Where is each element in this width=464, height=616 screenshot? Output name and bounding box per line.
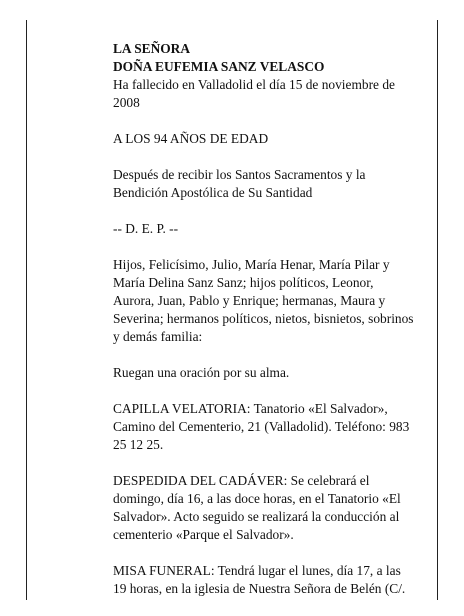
text-line: Aurora, Juan, Pablo y Enrique; hermanas, Maura y — [113, 293, 386, 308]
text-line: Ruegan una oración por su alma. — [113, 365, 290, 380]
text-line: María Delina Sanz Sanz; hijos políticos, Leonor, — [113, 275, 374, 290]
text-line: CAPILLA VELATORIA: Tanatorio «El Salvador», — [113, 401, 388, 416]
header-title: LA SEÑORA — [113, 41, 191, 56]
text-line: cementerio «Parque el Salvador». — [113, 527, 294, 542]
age-statement — [113, 130, 425, 148]
left-border-line — [26, 20, 27, 600]
text-line: Camino del Cementerio, 21 (Valladolid). Teléfono: 983 — [113, 419, 410, 434]
text-line: A LOS 94 AÑOS DE EDAD — [113, 131, 269, 146]
chapel-info — [113, 400, 425, 454]
deceased-name: DOÑA EUFEMIA SANZ VELASCO — [113, 59, 325, 74]
rip-statement — [113, 220, 425, 238]
text-line: Severina; hermanos políticos, nietos, bisnietos, sobrinos — [113, 311, 414, 326]
prayer-request — [113, 364, 425, 382]
obituary-header — [113, 40, 425, 76]
text-line: 2008 — [113, 95, 140, 110]
text-line: MISA FUNERAL: Tendrá lugar el lunes, día 17, a las — [113, 563, 401, 578]
text-line: Hijos, Felicísimo, Julio, María Henar, María Pilar y — [113, 257, 390, 272]
sacraments-statement — [113, 166, 425, 202]
funeral-mass-info — [113, 562, 425, 598]
death-announcement — [113, 76, 425, 112]
right-border-line — [437, 20, 438, 600]
text-line: -- D. E. P. -- — [113, 221, 179, 236]
text-line: DESPEDIDA DEL CADÁVER: Se celebrará el — [113, 473, 370, 488]
text-line: domingo, día 16, a las doce horas, en el Tanatorio «El — [113, 491, 401, 506]
text-line: 19 horas, en la iglesia de Nuestra Señora de Belén (C/. — [113, 581, 406, 596]
family-list — [113, 256, 425, 346]
text-line: Después de recibir los Santos Sacramentos y la — [113, 167, 366, 182]
obituary-content — [113, 40, 425, 616]
farewell-info — [113, 472, 425, 544]
text-line: y demás familia: — [113, 329, 203, 344]
text-line: Ha fallecido en Valladolid el día 15 de noviembre de — [113, 77, 395, 92]
text-line: Bendición Apostólica de Su Santidad — [113, 185, 313, 200]
text-line: 25 12 25. — [113, 437, 164, 452]
text-line: Salvador». Acto seguido se realizará la conducción al — [113, 509, 400, 524]
